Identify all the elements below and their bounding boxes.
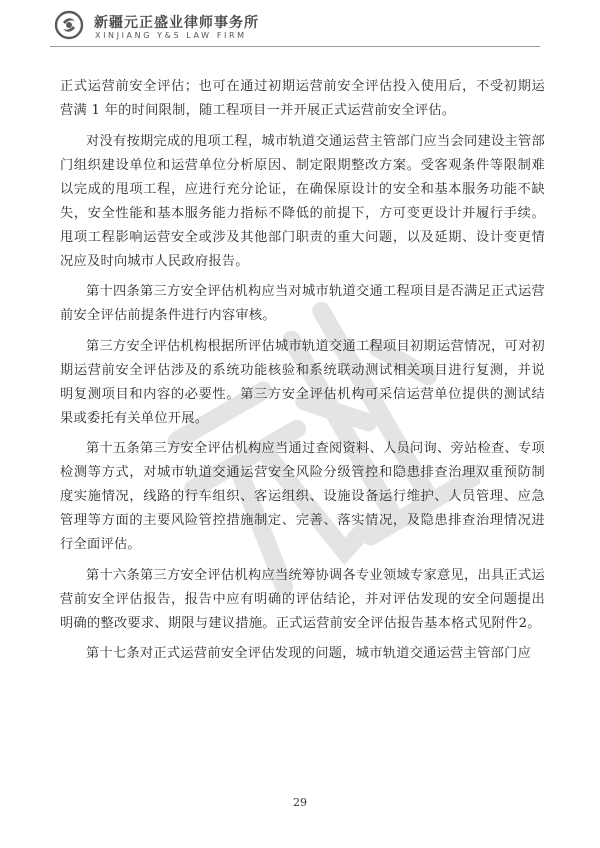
firm-name-cn: 新疆元正盛业律师事务所 bbox=[94, 15, 259, 31]
header-divider bbox=[50, 46, 540, 47]
document-body bbox=[60, 75, 545, 673]
paragraph-1: 正式运营前安全评估；也可在通过初期运营前安全评估投入使用后，不受初期运营满 1 年的时间限制，随工程项目一并开展正式运营前安全评估。 bbox=[60, 79, 545, 118]
paragraph-2: 对没有按期完成的甩项工程，城市轨道交通运营主管部门应当会同建设主管部门组织建设单位和运营单位分析原因、制定限期整改方案。受客观条件等限制难以完成的甩项工程，应进行充分论证，在确保原设计的安全和基本服务功能不缺失，安全性能和基本服务能力指标不降低的前提下，方可变更设计并履行手续。甩项工程影响运营安全或涉及其他部门职责的重大问题，以及延期、设计变更情况应及时向城市人民政府报告。 bbox=[60, 133, 545, 269]
firm-logo-icon bbox=[54, 10, 84, 40]
firm-name-en: XINJIANG Y&S LAW FIRM bbox=[95, 31, 247, 40]
paragraph-7: 第十七条对正式运营前安全评估发现的问题，城市轨道交通运营主管部门应 bbox=[86, 646, 532, 661]
paragraph-3: 第十四条第三方安全评估机构应当对城市轨道交通工程项目是否满足正式运营前安全评估前提条件进行内容审核。 bbox=[60, 284, 545, 323]
paragraph-4: 第三方安全评估机构根据所评估城市轨道交通工程项目初期运营情况，可对初期运营前安全评估涉及的系统功能核验和系统联动测试相关项目进行复测，并说明复测项目和内容的必要性。第三方安全评估机构可采信运营单位提供的测试结果或委托有关单位开展。 bbox=[60, 338, 545, 426]
paragraph-6: 第十六条第三方安全评估机构应当统筹协调各专业领域专家意见，出具正式运营前安全评估报告，报告中应有明确的评估结论，并对评估发现的安全问题提出明确的整改要求、期限与建议措施。正式运营前安全评估报告基本格式见附件2。 bbox=[60, 567, 545, 631]
page-number: 29 bbox=[293, 796, 307, 809]
paragraph-5: 第十五条第三方安全评估机构应当通过查阅资料、人员问询、旁站检查、专项检测等方式，对城市轨道交通运营安全风险分级管控和隐患排查治理双重预防制度实施情况，线路的行车组织、客运组织、设施设备运行维护、人员管理、应急管理等方面的主要风险管控措施制定、完善、落实情况，及隐患排查治理情况进行全面评估。 bbox=[60, 441, 545, 552]
page-header bbox=[40, 6, 580, 46]
